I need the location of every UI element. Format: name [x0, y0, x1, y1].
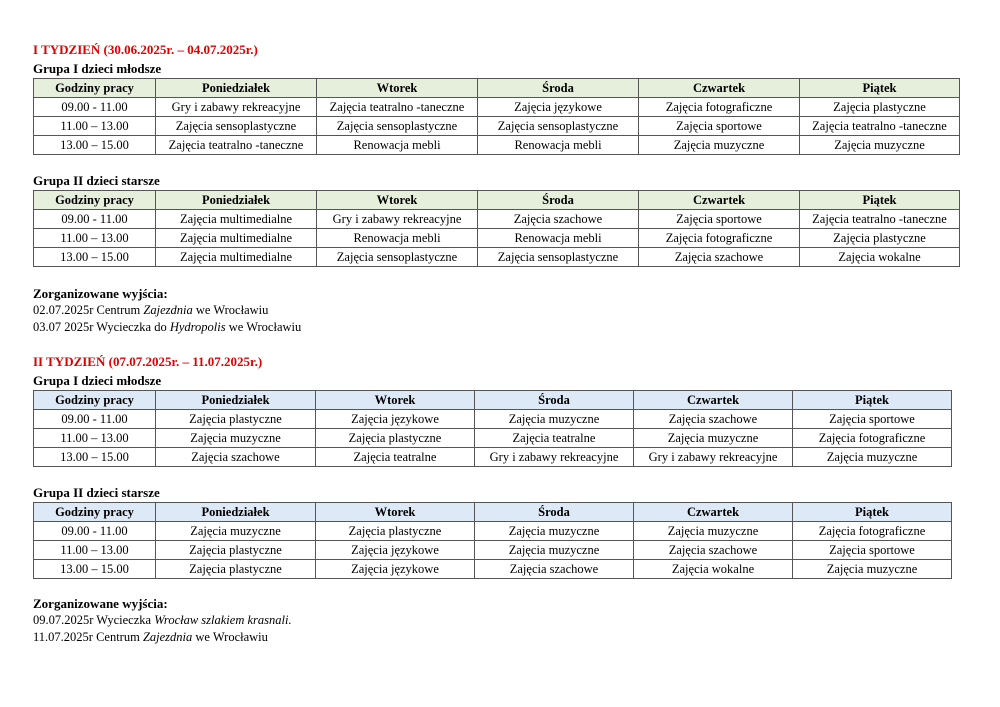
table-header-row	[34, 79, 960, 98]
outing-text: we Wrocławiu	[192, 630, 268, 644]
table-row	[34, 210, 960, 229]
header-day: Poniedziałek	[156, 191, 317, 210]
activity-cell: Zajęcia muzyczne	[639, 136, 800, 155]
activity-cell: Zajęcia szachowe	[634, 541, 793, 560]
activity-cell: Zajęcia multimedialne	[156, 229, 317, 248]
header-day: Piątek	[793, 503, 952, 522]
activity-cell: Zajęcia sensoplastyczne	[317, 248, 478, 267]
activity-cell: Zajęcia teatralno -taneczne	[317, 98, 478, 117]
table-row	[34, 248, 960, 267]
activity-cell: Zajęcia sensoplastyczne	[478, 248, 639, 267]
week-1-outing-2	[33, 320, 301, 335]
header-day: Czwartek	[634, 503, 793, 522]
activity-cell: Zajęcia plastyczne	[316, 522, 475, 541]
header-day: Środa	[475, 391, 634, 410]
table-row	[34, 117, 960, 136]
activity-cell: Gry i zabawy rekreacyjne	[156, 98, 317, 117]
activity-cell: Zajęcia teatralne	[475, 429, 634, 448]
week-1-group-2-table	[33, 190, 960, 267]
week-2-title: II TYDZIEŃ (07.07.2025r. – 11.07.2025r.)	[33, 354, 263, 369]
outing-text: 02.07.2025r Centrum	[33, 303, 144, 317]
activity-cell: Zajęcia sensoplastyczne	[156, 117, 317, 136]
activity-cell: Zajęcia muzyczne	[156, 522, 316, 541]
activity-cell: Zajęcia sensoplastyczne	[478, 117, 639, 136]
activity-cell: Zajęcia wokalne	[800, 248, 960, 267]
activity-cell: Zajęcia plastyczne	[316, 429, 475, 448]
activity-cell: Zajęcia muzyczne	[634, 429, 793, 448]
header-hours: Godziny pracy	[34, 79, 156, 98]
table-header-row	[34, 503, 952, 522]
week-1-title: I TYDZIEŃ (30.06.2025r. – 04.07.2025r.)	[33, 42, 258, 57]
table-header-row	[34, 191, 960, 210]
activity-cell: Zajęcia plastyczne	[800, 98, 960, 117]
activity-cell: Gry i zabawy rekreacyjne	[317, 210, 478, 229]
header-day: Czwartek	[639, 191, 800, 210]
table-header-row	[34, 391, 952, 410]
outing-place: Hydropolis	[169, 320, 226, 334]
activity-cell: Zajęcia szachowe	[639, 248, 800, 267]
activity-cell: Zajęcia językowe	[316, 560, 475, 579]
header-day: Piątek	[800, 191, 960, 210]
week-1-group-1-table	[33, 78, 960, 155]
header-day: Wtorek	[316, 391, 475, 410]
header-day: Poniedziałek	[156, 79, 317, 98]
activity-cell: Gry i zabawy rekreacyjne	[634, 448, 793, 467]
hours-cell: 11.00 – 13.00	[34, 117, 156, 136]
outing-text: 11.07.2025r Centrum	[33, 630, 143, 644]
activity-cell: Zajęcia wokalne	[634, 560, 793, 579]
activity-cell: Zajęcia plastyczne	[800, 229, 960, 248]
activity-cell: Zajęcia fotograficzne	[793, 522, 952, 541]
activity-cell: Zajęcia językowe	[316, 541, 475, 560]
activity-cell: Zajęcia teatralne	[316, 448, 475, 467]
header-day: Wtorek	[317, 79, 478, 98]
outing-text: 03.07 2025r Wycieczka do	[33, 320, 170, 334]
hours-cell: 13.00 – 15.00	[34, 248, 156, 267]
header-day: Wtorek	[317, 191, 478, 210]
hours-cell: 09.00 - 11.00	[34, 98, 156, 117]
outing-text: we Wrocławiu	[192, 303, 269, 317]
activity-cell: Zajęcia szachowe	[156, 448, 316, 467]
activity-cell: Zajęcia muzyczne	[793, 448, 952, 467]
activity-cell: Zajęcia fotograficzne	[793, 429, 952, 448]
activity-cell: Zajęcia fotograficzne	[639, 229, 800, 248]
hours-cell: 11.00 – 13.00	[34, 229, 156, 248]
activity-cell: Zajęcia muzyczne	[634, 522, 793, 541]
header-hours: Godziny pracy	[34, 503, 156, 522]
outing-text: 09.07.2025r Wycieczka	[33, 613, 155, 627]
week-2-group-2-table	[33, 502, 952, 579]
activity-cell: Zajęcia muzyczne	[156, 429, 316, 448]
header-day: Wtorek	[316, 503, 475, 522]
activity-cell: Zajęcia szachowe	[478, 210, 639, 229]
header-day: Poniedziałek	[156, 503, 316, 522]
activity-cell: Renowacja mebli	[317, 229, 478, 248]
activity-cell: Zajęcia szachowe	[475, 560, 634, 579]
header-day: Czwartek	[634, 391, 793, 410]
header-hours: Godziny pracy	[34, 391, 156, 410]
activity-cell: Zajęcia teatralno -taneczne	[156, 136, 317, 155]
table-row	[34, 560, 952, 579]
table-row	[34, 98, 960, 117]
table-row	[34, 429, 952, 448]
week-2-group-1-table	[33, 390, 952, 467]
activity-cell: Zajęcia muzyczne	[475, 410, 634, 429]
table-row	[34, 229, 960, 248]
outing-place: Zajezdnia	[143, 303, 193, 317]
activity-cell: Renowacja mebli	[478, 136, 639, 155]
header-day: Poniedziałek	[156, 391, 316, 410]
week-1-group-1-title: Grupa I dzieci młodsze	[33, 61, 162, 76]
table-row	[34, 541, 952, 560]
header-day: Piątek	[800, 79, 960, 98]
table-row	[34, 136, 960, 155]
activity-cell: Zajęcia sportowe	[639, 117, 800, 136]
activity-cell: Zajęcia sportowe	[793, 541, 952, 560]
hours-cell: 09.00 - 11.00	[34, 522, 156, 541]
outing-place: Zajezdnia	[142, 630, 193, 644]
activity-cell: Zajęcia fotograficzne	[639, 98, 800, 117]
hours-cell: 13.00 – 15.00	[34, 136, 156, 155]
week-2-group-2-title: Grupa II dzieci starsze	[33, 485, 160, 500]
outing-text: we Wrocławiu	[225, 320, 302, 334]
activity-cell: Zajęcia muzyczne	[475, 541, 634, 560]
table-row	[34, 522, 952, 541]
week-1-group-2-title: Grupa II dzieci starsze	[33, 173, 160, 188]
week-1-outing-1	[33, 303, 268, 318]
activity-cell: Zajęcia językowe	[478, 98, 639, 117]
table-row	[34, 410, 952, 429]
table-row	[34, 448, 952, 467]
activity-cell: Zajęcia muzyczne	[800, 136, 960, 155]
hours-cell: 11.00 – 13.00	[34, 541, 156, 560]
activity-cell: Zajęcia multimedialne	[156, 210, 317, 229]
week-2-outing-1	[33, 613, 292, 628]
activity-cell: Zajęcia sportowe	[793, 410, 952, 429]
activity-cell: Zajęcia językowe	[316, 410, 475, 429]
week-1-outings-title: Zorganizowane wyjścia:	[33, 286, 168, 301]
hours-cell: 11.00 – 13.00	[34, 429, 156, 448]
week-2-outing-2	[33, 630, 268, 645]
header-hours: Godziny pracy	[34, 191, 156, 210]
hours-cell: 09.00 - 11.00	[34, 410, 156, 429]
activity-cell: Zajęcia plastyczne	[156, 410, 316, 429]
activity-cell: Zajęcia plastyczne	[156, 541, 316, 560]
header-day: Piątek	[793, 391, 952, 410]
week-2-outings-title: Zorganizowane wyjścia:	[33, 596, 168, 611]
activity-cell: Zajęcia multimedialne	[156, 248, 317, 267]
header-day: Środa	[478, 79, 639, 98]
activity-cell: Zajęcia sensoplastyczne	[317, 117, 478, 136]
activity-cell: Zajęcia sportowe	[639, 210, 800, 229]
outing-place: Wrocław szlakiem krasnali.	[154, 613, 292, 627]
activity-cell: Zajęcia plastyczne	[156, 560, 316, 579]
week-2-group-1-title: Grupa I dzieci młodsze	[33, 373, 162, 388]
hours-cell: 09.00 - 11.00	[34, 210, 156, 229]
activity-cell: Zajęcia teatralno -taneczne	[800, 210, 960, 229]
hours-cell: 13.00 – 15.00	[34, 560, 156, 579]
header-day: Czwartek	[639, 79, 800, 98]
hours-cell: 13.00 – 15.00	[34, 448, 156, 467]
activity-cell: Zajęcia muzyczne	[475, 522, 634, 541]
header-day: Środa	[475, 503, 634, 522]
activity-cell: Renowacja mebli	[317, 136, 478, 155]
header-day: Środa	[478, 191, 639, 210]
activity-cell: Zajęcia muzyczne	[793, 560, 952, 579]
activity-cell: Zajęcia teatralno -taneczne	[800, 117, 960, 136]
activity-cell: Zajęcia szachowe	[634, 410, 793, 429]
activity-cell: Renowacja mebli	[478, 229, 639, 248]
activity-cell: Gry i zabawy rekreacyjne	[475, 448, 634, 467]
